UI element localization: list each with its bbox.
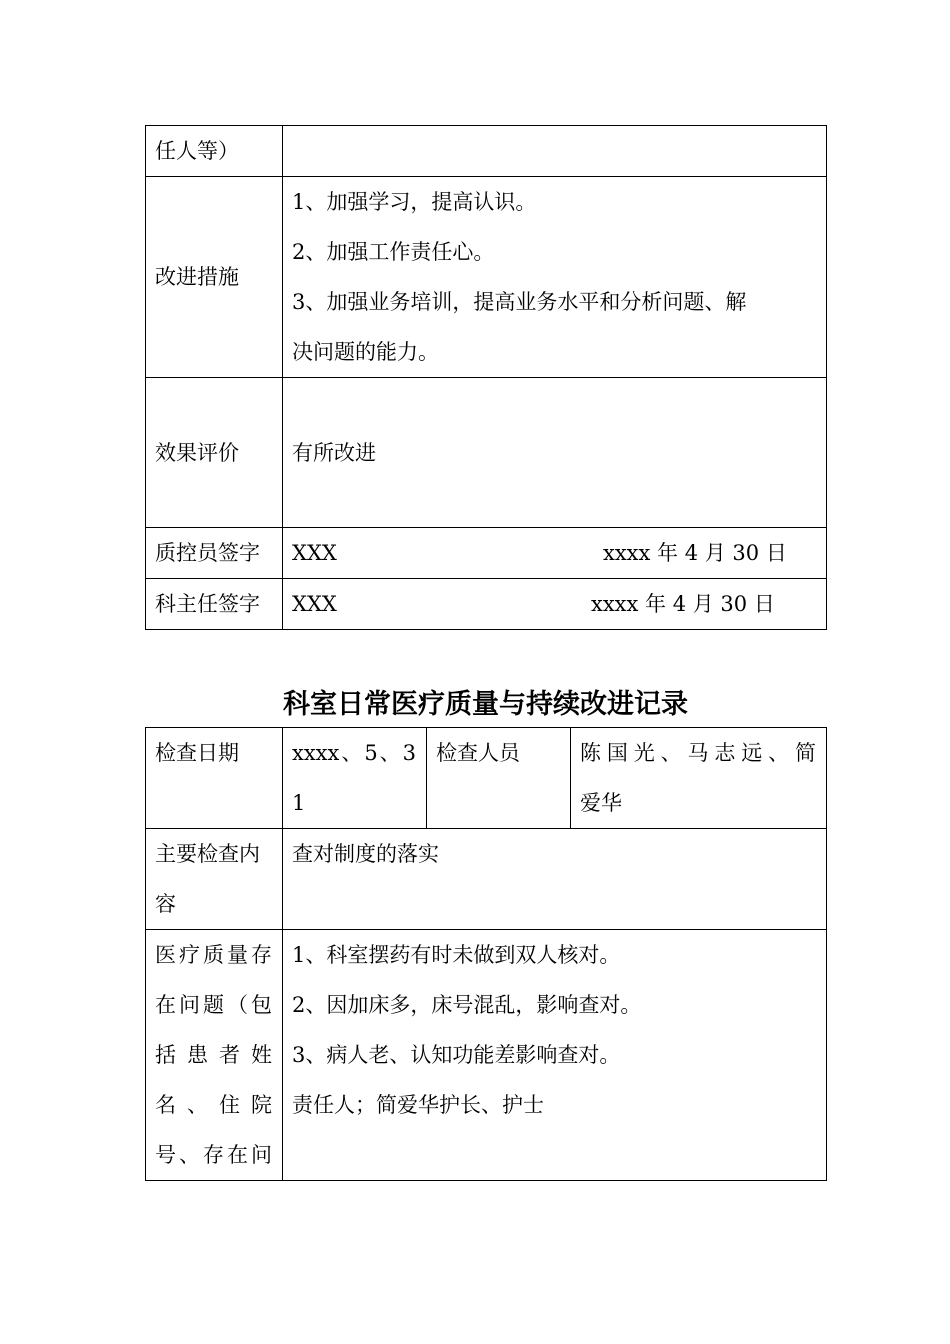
inspector-value: 陈国光、马志远、简 爱华 [571,728,827,829]
responsible-label: 任人等） [146,126,283,177]
responsible-value [283,126,827,177]
issues-label: 医疗质量存 在问题（包 括 患 者 姓 名 、 住 院 号、存在问 [146,930,283,1181]
inspector-label: 检查人员 [427,728,571,829]
measure-line: 3、加强业务培训，提高业务水平和分析问题、解 [292,290,747,314]
qc-signature-name: XXX [292,541,337,565]
measure-line: 决问题的能力。 [292,340,439,364]
qc-signature-date: xxxx 年 4 月 30 日 [603,541,787,565]
evaluation-label: 效果评价 [146,378,283,528]
qc-signature-label: 质控员签字 [146,528,283,579]
qc-signature-cell [283,528,827,579]
measures-value [283,177,827,378]
measures-label: 改进措施 [146,177,283,378]
issue-line: 责任人；简爱华护长、护士 [292,1093,544,1117]
director-signature-date: xxxx 年 4 月 30 日 [591,592,775,616]
content-value: 查对制度的落实 [283,829,827,930]
measure-line: 1、加强学习，提高认识。 [292,190,537,214]
improvement-table [145,125,827,630]
issue-line: 3、病人老、认知功能差影响查对。 [292,1043,621,1067]
inspection-date-label: 检查日期 [146,728,283,829]
inspection-date-value: xxxx、5、3 1 [283,728,427,829]
director-signature-name: XXX [292,592,337,616]
measure-line: 2、加强工作责任心。 [292,240,495,264]
inspection-table [145,727,827,1181]
director-signature-cell [283,579,827,630]
content-label: 主要检查内 容 [146,829,283,930]
evaluation-value: 有所改进 [283,378,827,528]
section-title: 科室日常医疗质量与持续改进记录 [283,689,688,720]
issues-value [283,930,827,1181]
director-signature-label: 科主任签字 [146,579,283,630]
issue-line: 1、科室摆药有时未做到双人核对。 [292,943,621,967]
issue-line: 2、因加床多，床号混乱，影响查对。 [292,993,642,1017]
